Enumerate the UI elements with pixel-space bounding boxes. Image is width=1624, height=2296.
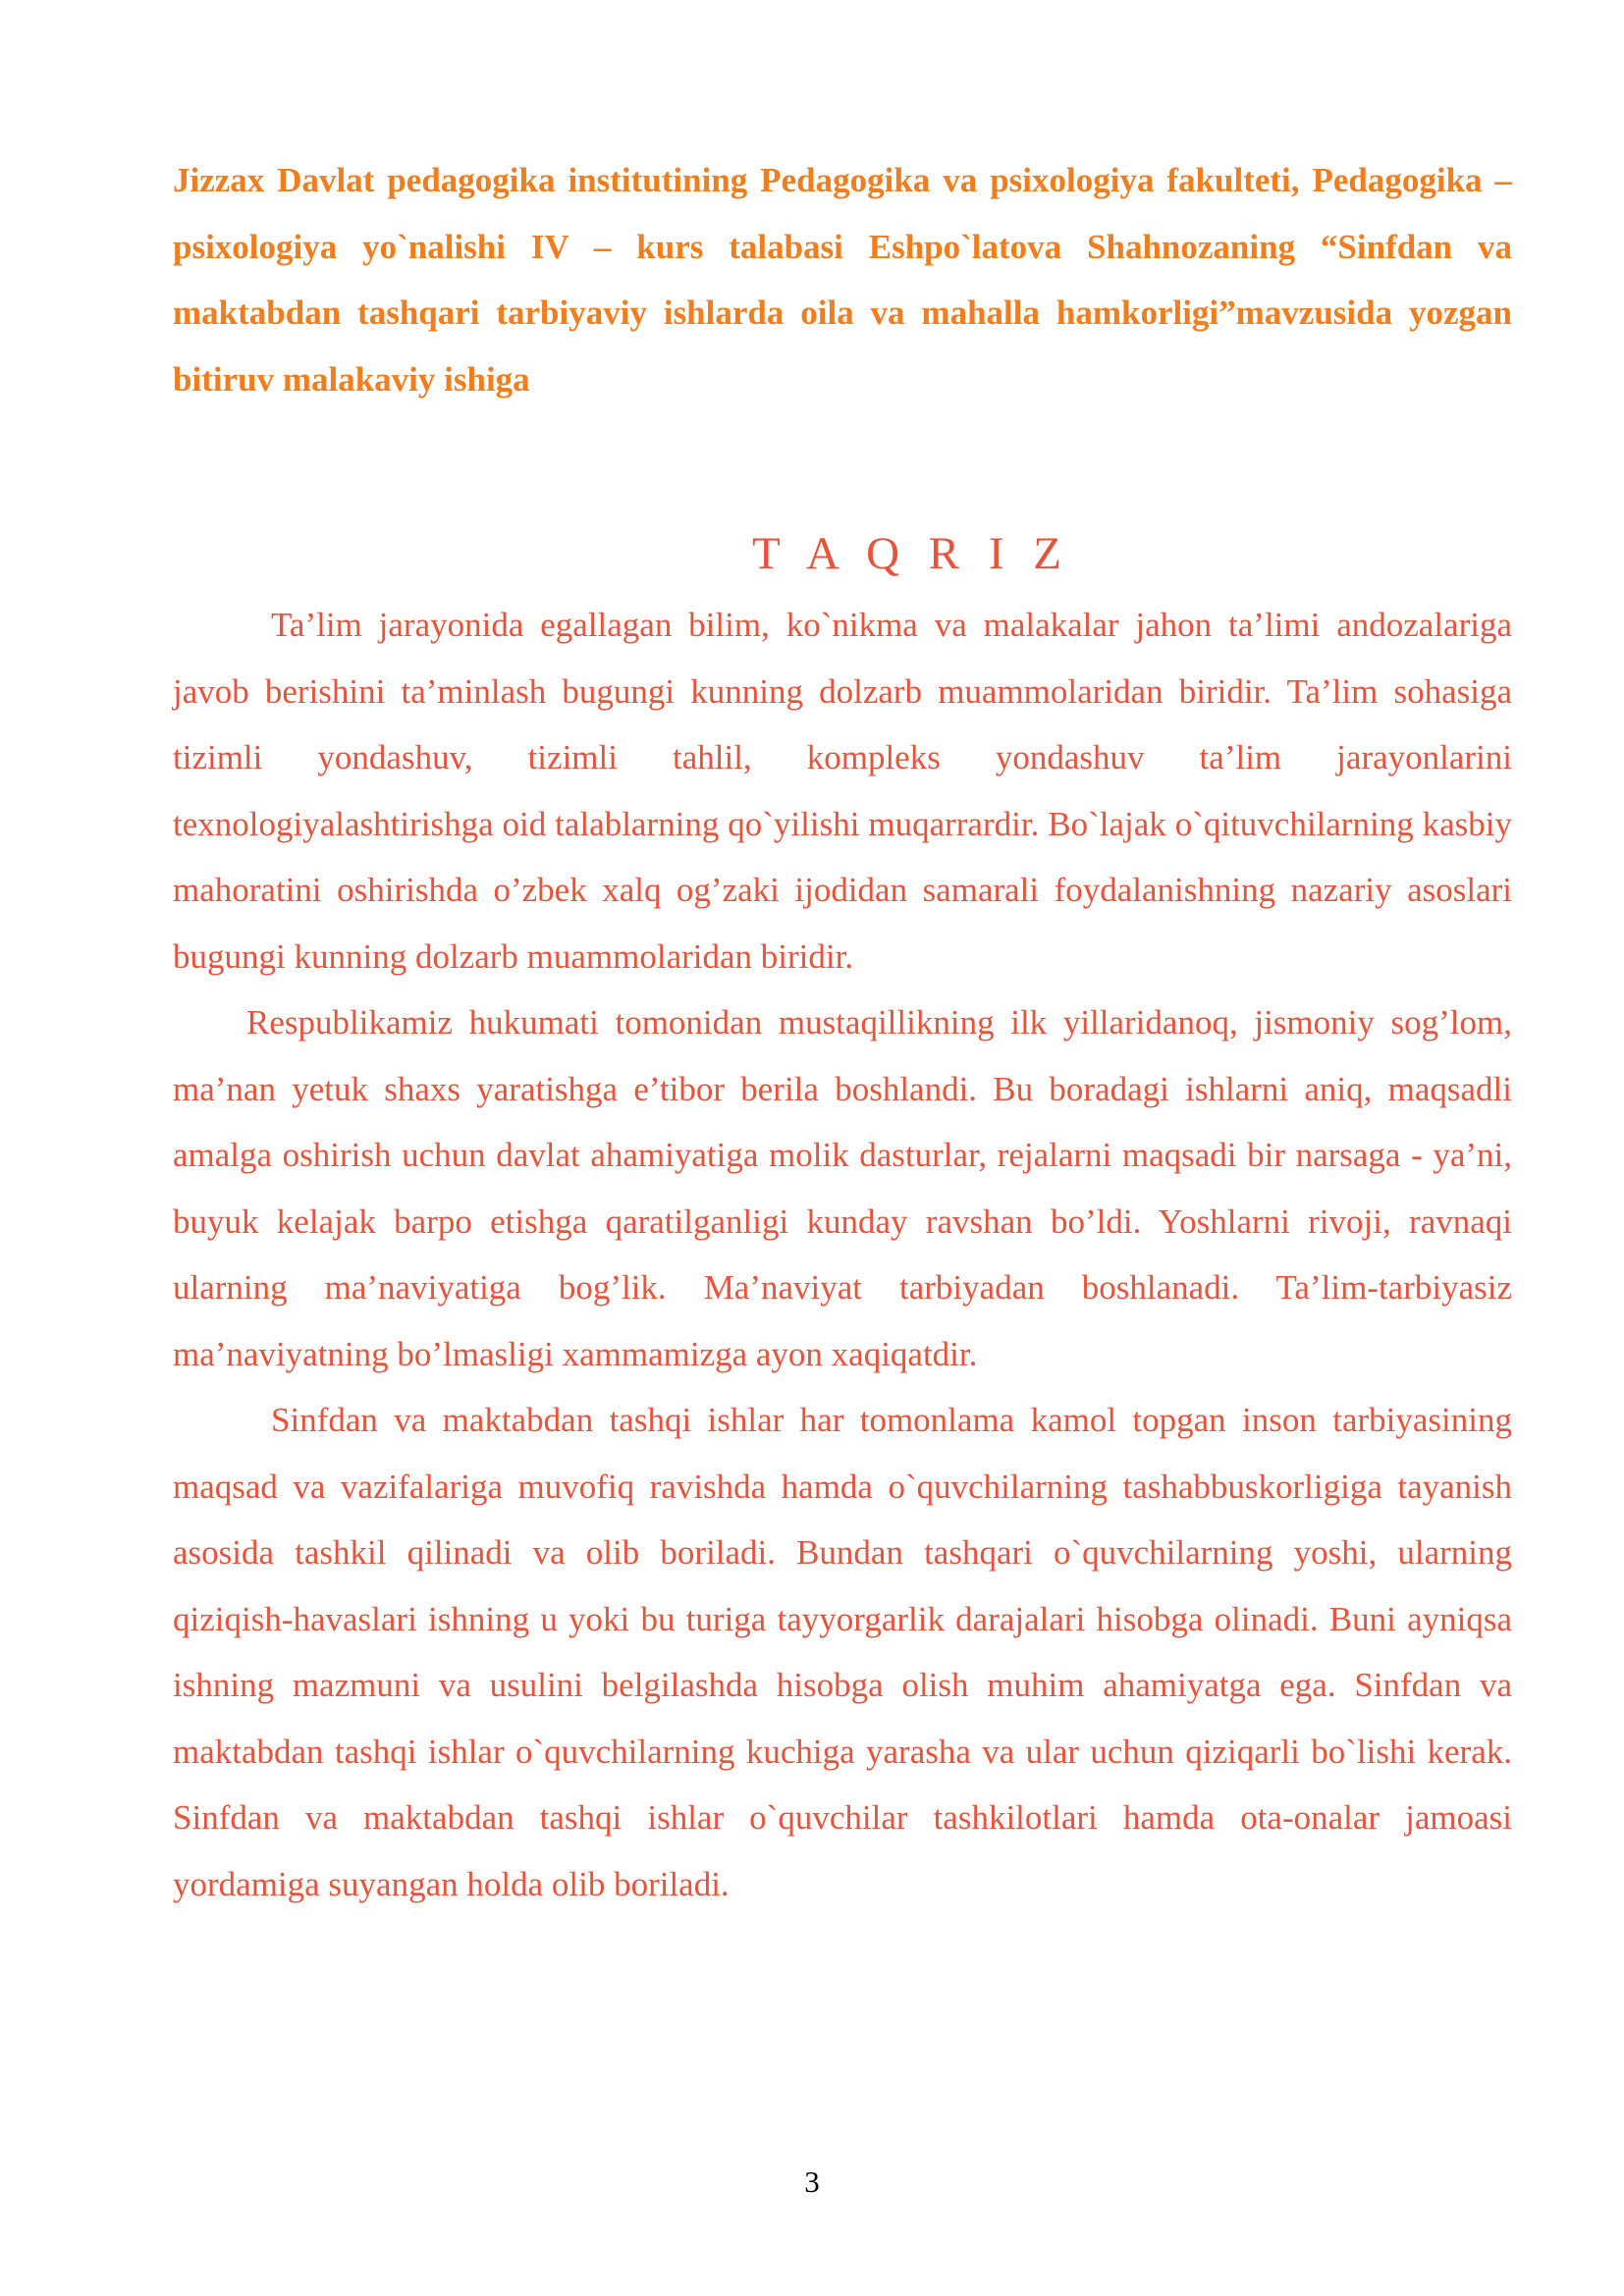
document-body	[173, 147, 1512, 1917]
paragraph-3: Sinfdan va maktabdan tashqi ishlar har tomonlama kamol topgan inson tarbiyasining maqsad va vazifalariga muvofiq ravishda hamda o`quvchilarning tashabbuskorligiga tayanish asosida tashkil qilinadi va olib boriladi. Bundan tashqari o`quvchilarning yoshi, ularning qiziqish-havaslari ishning u yoki bu turiga tayyorgarlik darajalari hisobga olinadi. Buni ayniqsa ishning mazmuni va usulini belgilashda hisobga olish muhim ahamiyatga ega. Sinfdan va maktabdan tashqi ishlar o`quvchilarning kuchiga yarasha va ular uchun qiziqarli bo`lishi kerak. Sinfdan va maktabdan tashqi ishlar o`quvchilar tashkilotlari hamda ota-onalar jamoasi yordamiga suyangan holda olib boriladi.	[173, 1401, 1512, 1903]
document-title: T A Q R I Z	[751, 528, 1071, 579]
document-heading: Jizzax Davlat pedagogika institutining Pedagogika va psixologiya fakulteti, Pedagogika – psixologiya yo`nalishi IV – kurs talabasi Eshpo`latova Shahnozaning “Sinfdan va maktabdan tashqari tarbiyaviy ishlarda oila va mahalla hamkorligi”mavzusida yozgan bitiruv malakaviy ishiga	[173, 161, 1512, 399]
page-number: 3	[804, 2164, 820, 2199]
paragraph-1: Ta’lim jarayonida egallagan bilim, ko`nikma va malakalar jahon ta’limi andozalariga javob berishini ta’minlash bugungi kunning dolzarb muammolaridan biridir. Ta’lim sohasiga tizimli yondashuv, tizimli tahlil, kompleks yondashuv ta’lim jarayonlarini texnologiyalashtirishga oid talablarning qo`yilishi muqarrardir. Bo`lajak o`qituvchilarning kasbiy mahoratini oshirishda o’zbek xalq og’zaki ijodidan samarali foydalanishning nazariy asoslari bugungi kunning dolzarb muammolaridan biridir.	[173, 606, 1512, 976]
paragraph-2: Respublikamiz hukumati tomonidan mustaqillikning ilk yillaridanoq, jismoniy sog’lom, ma’nan yetuk shaxs yaratishga e’tibor berila boshlandi. Bu boradagi ishlarni aniq, maqsadli amalga oshirish uchun davlat ahamiyatiga molik dasturlar, rejalarni maqsadi bir narsaga - ya’ni, buyuk kelajak barpo etishga qaratilganligi kunday ravshan bo’ldi. Yoshlarni rivoji, ravnaqi ularning ma’naviyatiga bog’lik. Ma’naviyat tarbiyadan boshlanadi. Ta’lim-tarbiyasiz ma’naviyatning bo’lmasligi xammamizga ayon xaqiqatdir.	[173, 1003, 1512, 1373]
